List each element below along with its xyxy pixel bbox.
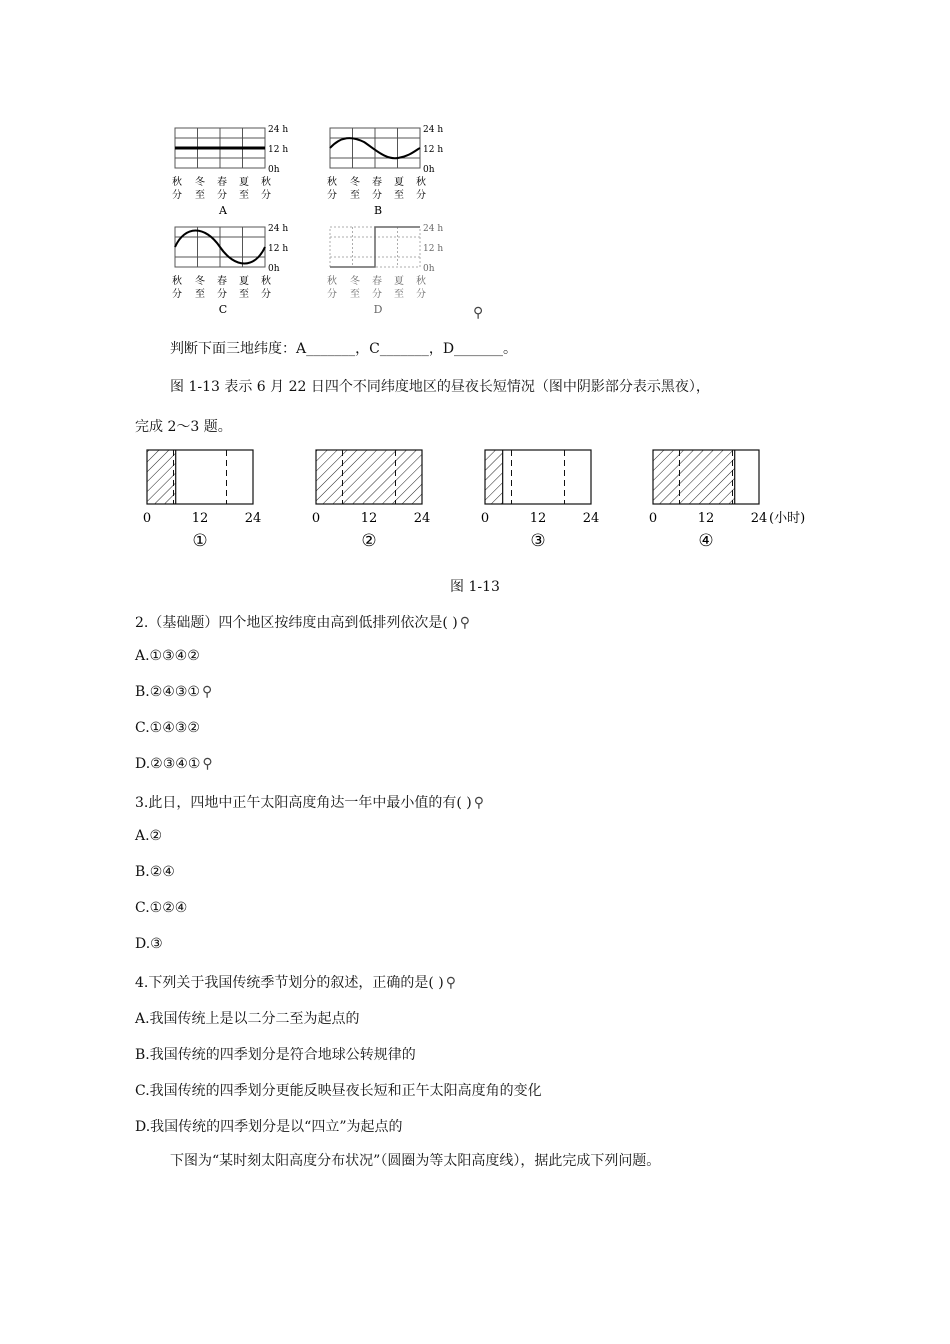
question-2-option[interactable]: B.②④③① ⚲ [135,684,213,700]
unit-label: (小时) [769,511,806,526]
tick-label: 24 [582,511,600,526]
svg-text:0h: 0h [423,264,435,274]
svg-text:夏: 夏 [394,276,404,287]
svg-text:至: 至 [350,190,360,201]
q1-line: 判断下面三地纬度：A_______，C_______，D_______。 [170,341,518,357]
fig-1-13-caption: 图 1-13 [450,579,500,595]
tick-label: 12 [697,511,715,526]
panel-c [172,224,288,316]
svg-text:秋: 秋 [416,177,426,188]
svg-text:春: 春 [217,177,227,188]
svg-text:24 h: 24 h [268,224,289,234]
tick-label: 0 [480,511,490,526]
svg-text:至: 至 [350,289,360,300]
question-4-option[interactable]: C.我国传统的四季划分更能反映昼夜长短和正午太阳高度角的变化 [135,1083,542,1099]
question-2-option[interactable]: A.①③④② [135,648,200,664]
panel-label: ② [361,531,377,551]
svg-text:秋: 秋 [327,276,337,287]
svg-text:秋: 秋 [261,177,271,188]
svg-text:春: 春 [372,276,382,287]
question-2-option[interactable]: C.①④③② [135,720,200,736]
svg-text:至: 至 [195,289,205,300]
question-3-option[interactable]: D.③ [135,936,163,952]
svg-text:分: 分 [172,289,182,300]
question-2-stem: 2.（基础题）四个地区按纬度由高到低排列依次是( ) ⚲ [135,615,470,631]
svg-text:冬: 冬 [350,177,360,188]
panel-d-label: D [373,303,383,316]
fig-1-13-panel [143,450,261,551]
tick-label: 24 [750,511,768,526]
night-bar [316,450,422,504]
svg-text:12 h: 12 h [423,244,444,254]
fig-1-13-panel [649,450,805,551]
svg-text:夏: 夏 [239,276,249,287]
question-4-option[interactable]: A.我国传统上是以二分二至为起点的 [135,1011,360,1027]
svg-text:至: 至 [394,289,404,300]
svg-text:分: 分 [217,289,227,300]
svg-text:分: 分 [327,289,337,300]
panel-b [327,125,443,217]
svg-text:分: 分 [327,190,337,201]
svg-text:24 h: 24 h [423,125,444,135]
anchor-icon: ⚲ [201,684,213,700]
question-4-stem: 4.下列关于我国传统季节划分的叙述，正确的是( ) ⚲ [135,975,456,991]
svg-text:冬: 冬 [195,276,205,287]
tick-label: 24 [413,511,431,526]
svg-text:秋: 秋 [261,276,271,287]
night-bar [147,450,176,504]
question-4-option[interactable]: D.我国传统的四季划分是以“四立”为起点的 [135,1119,403,1135]
tick-label: 0 [142,511,152,526]
fig-1-13-panel [312,450,430,551]
svg-text:春: 春 [217,276,227,287]
tick-label: 0 [648,511,658,526]
panel-b-label: B [373,204,383,217]
tick-label: 12 [360,511,378,526]
panel-a-label: A [219,204,227,217]
night-bar [485,450,503,504]
svg-text:分: 分 [217,190,227,201]
panel-d-curve [330,227,420,267]
svg-text:冬: 冬 [350,276,360,287]
svg-text:秋: 秋 [416,276,426,287]
svg-text:夏: 夏 [239,177,249,188]
panel-a [172,125,288,217]
svg-text:分: 分 [416,289,426,300]
anchor-icon: ⚲ [202,756,213,772]
tick-label: 12 [191,511,209,526]
fig-1-13-panel [481,450,599,551]
y-tick-12: 12 h [268,145,289,155]
closing-line: 下图为“某时刻太阳高度分布状况”（圆圈为等太阳高度线），据此完成下列问题。 [170,1153,661,1169]
svg-text:至: 至 [195,190,205,201]
svg-text:夏: 夏 [394,177,404,188]
svg-text:分: 分 [372,190,382,201]
tick-label: 0 [311,511,321,526]
x-ticks [172,175,271,201]
panel-label: ① [192,531,208,551]
svg-text:分: 分 [261,190,271,201]
panel-label: ③ [530,531,546,551]
anchor-icon: ⚲ [473,305,484,321]
svg-text:分: 分 [172,190,182,201]
intro-line-1: 图 1-13 表示 6 月 22 日四个不同纬度地区的昼夜长短情况（图中阴影部分表示黑夜）， [170,379,710,395]
night-bar [653,450,735,504]
question-3-option[interactable]: C.①②④ [135,900,188,916]
question-4-option[interactable]: B.我国传统的四季划分是符合地球公转规律的 [135,1047,416,1063]
svg-text:至: 至 [239,190,249,201]
svg-text:至: 至 [239,289,249,300]
svg-text:秋: 秋 [327,177,337,188]
day-length-figure [165,118,465,323]
svg-text:秋: 秋 [172,177,182,188]
svg-text:至: 至 [394,190,404,201]
panel-d [327,224,443,316]
y-tick-0: 0h [268,165,280,175]
anchor-icon: ⚲ [445,975,456,991]
svg-text:春: 春 [372,177,382,188]
svg-text:12 h: 12 h [268,244,289,254]
svg-text:12 h: 12 h [423,145,444,155]
question-3-stem: 3.此日，四地中正午太阳高度角达一年中最小值的有( ) ⚲ [135,795,484,811]
question-2-option[interactable]: D.②③④① ⚲ [135,756,213,772]
tick-label: 24 [244,511,262,526]
anchor-icon: ⚲ [473,795,484,811]
svg-text:0h: 0h [268,264,280,274]
y-tick-24: 24 h [268,125,289,135]
tick-label: 12 [529,511,547,526]
anchor-icon: ⚲ [459,615,470,631]
panel-c-label: C [218,303,228,316]
svg-text:分: 分 [372,289,382,300]
svg-text:秋: 秋 [172,276,182,287]
svg-text:24 h: 24 h [423,224,444,234]
svg-text:分: 分 [261,289,271,300]
svg-text:分: 分 [416,190,426,201]
fig-1-13 [135,444,825,554]
svg-text:冬: 冬 [195,177,205,188]
svg-text:0h: 0h [423,165,435,175]
panel-label: ④ [698,531,714,551]
question-3-option[interactable]: B.②④ [135,864,175,880]
intro-line-2: 完成 2～3 题。 [135,419,232,435]
question-3-option[interactable]: A.② [135,828,163,844]
